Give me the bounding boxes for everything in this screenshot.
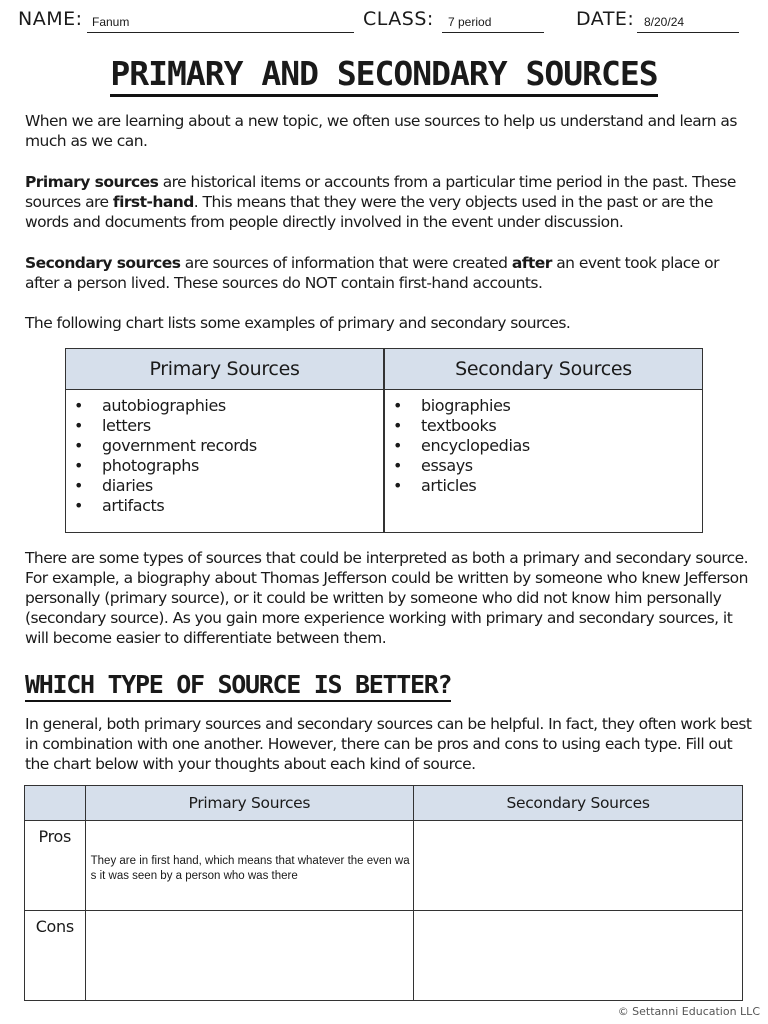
copyright-footer: © Settanni Education LLC (617, 1005, 760, 1018)
pros-primary-answer-cell[interactable]: They are in first hand, which means that whatever the even was it was seen by a person who was there (85, 821, 414, 911)
both-types-paragraph: There are some types of sources that could be interpreted as both a primary and secondary source. For example, a biography about Thomas Jefferson could be written by someone who knew Jefferson personally (primary source), or it could be written by someone who did not know him personally (secondary source). As you gain more experience working with primary and secondary sources, it will become easier to differentiate between them. (25, 549, 748, 647)
class-label: CLASS: (363, 8, 434, 30)
name-line (87, 32, 354, 33)
primary-sources-column-header: Primary Sources (85, 786, 414, 821)
primary-examples-cell (66, 390, 385, 533)
list-item: • government records (66, 436, 383, 456)
cons-primary-answer-cell[interactable] (85, 911, 414, 1001)
list-item: • articles (385, 476, 702, 496)
list-item: • textbooks (385, 416, 702, 436)
list-item: • encyclopedias (385, 436, 702, 456)
list-item: • diaries (66, 476, 383, 496)
primary-sources-header: Primary Sources (66, 349, 385, 390)
cons-row-label: Cons (25, 911, 86, 1001)
list-item: • letters (66, 416, 383, 436)
blank-header-cell (25, 786, 86, 821)
name-field[interactable]: Fanum (92, 15, 130, 29)
section-title: WHICH TYPE OF SOURCE IS BETTER? (25, 670, 451, 699)
cons-secondary-answer-cell[interactable] (414, 911, 743, 1001)
class-line (442, 32, 544, 33)
list-item: • biographies (385, 396, 702, 416)
secondary-examples-list (385, 396, 702, 496)
examples-table (65, 348, 703, 533)
secondary-examples-cell (384, 390, 703, 533)
primary-examples-list (66, 396, 383, 516)
chart-intro-paragraph: The following chart lists some examples of primary and secondary sources. (25, 314, 571, 332)
pros-row-label: Pros (25, 821, 86, 911)
pros-secondary-answer-cell[interactable] (414, 821, 743, 911)
page-title: PRIMARY AND SECONDARY SOURCES (0, 54, 768, 93)
section-paragraph: In general, both primary sources and secondary sources can be helpful. In fact, they often work best in combination with one another. However, there can be pros and cons to using each type. Fill out the chart below with your thoughts about each kind of source. (25, 715, 752, 773)
date-field[interactable]: 8/20/24 (644, 15, 685, 29)
pros-cons-table (24, 785, 743, 1001)
list-item: • artifacts (66, 496, 383, 516)
class-field[interactable]: 7 period (448, 15, 492, 29)
intro-paragraph: When we are learning about a new topic, we often use sources to help us understand and learn as much as we can. (25, 112, 737, 150)
worksheet-header (0, 6, 768, 36)
date-line (637, 32, 739, 33)
date-label: DATE: (576, 8, 635, 30)
secondary-sources-column-header: Secondary Sources (414, 786, 743, 821)
name-label: NAME: (18, 8, 83, 30)
list-item: • essays (385, 456, 702, 476)
secondary-sources-header: Secondary Sources (384, 349, 703, 390)
secondary-definition-paragraph: Secondary sources are sources of information that were created after an event took place or after a person lived. These sources do NOT contain first-hand accounts. (25, 254, 719, 292)
primary-definition-paragraph: Primary sources are historical items or accounts from a particular time period in the past. These sources are first-hand. This means that they were the very objects used in the past or are the words and documents from people directly involved in the event under discussion. (25, 173, 736, 231)
list-item: • autobiographies (66, 396, 383, 416)
list-item: • photographs (66, 456, 383, 476)
